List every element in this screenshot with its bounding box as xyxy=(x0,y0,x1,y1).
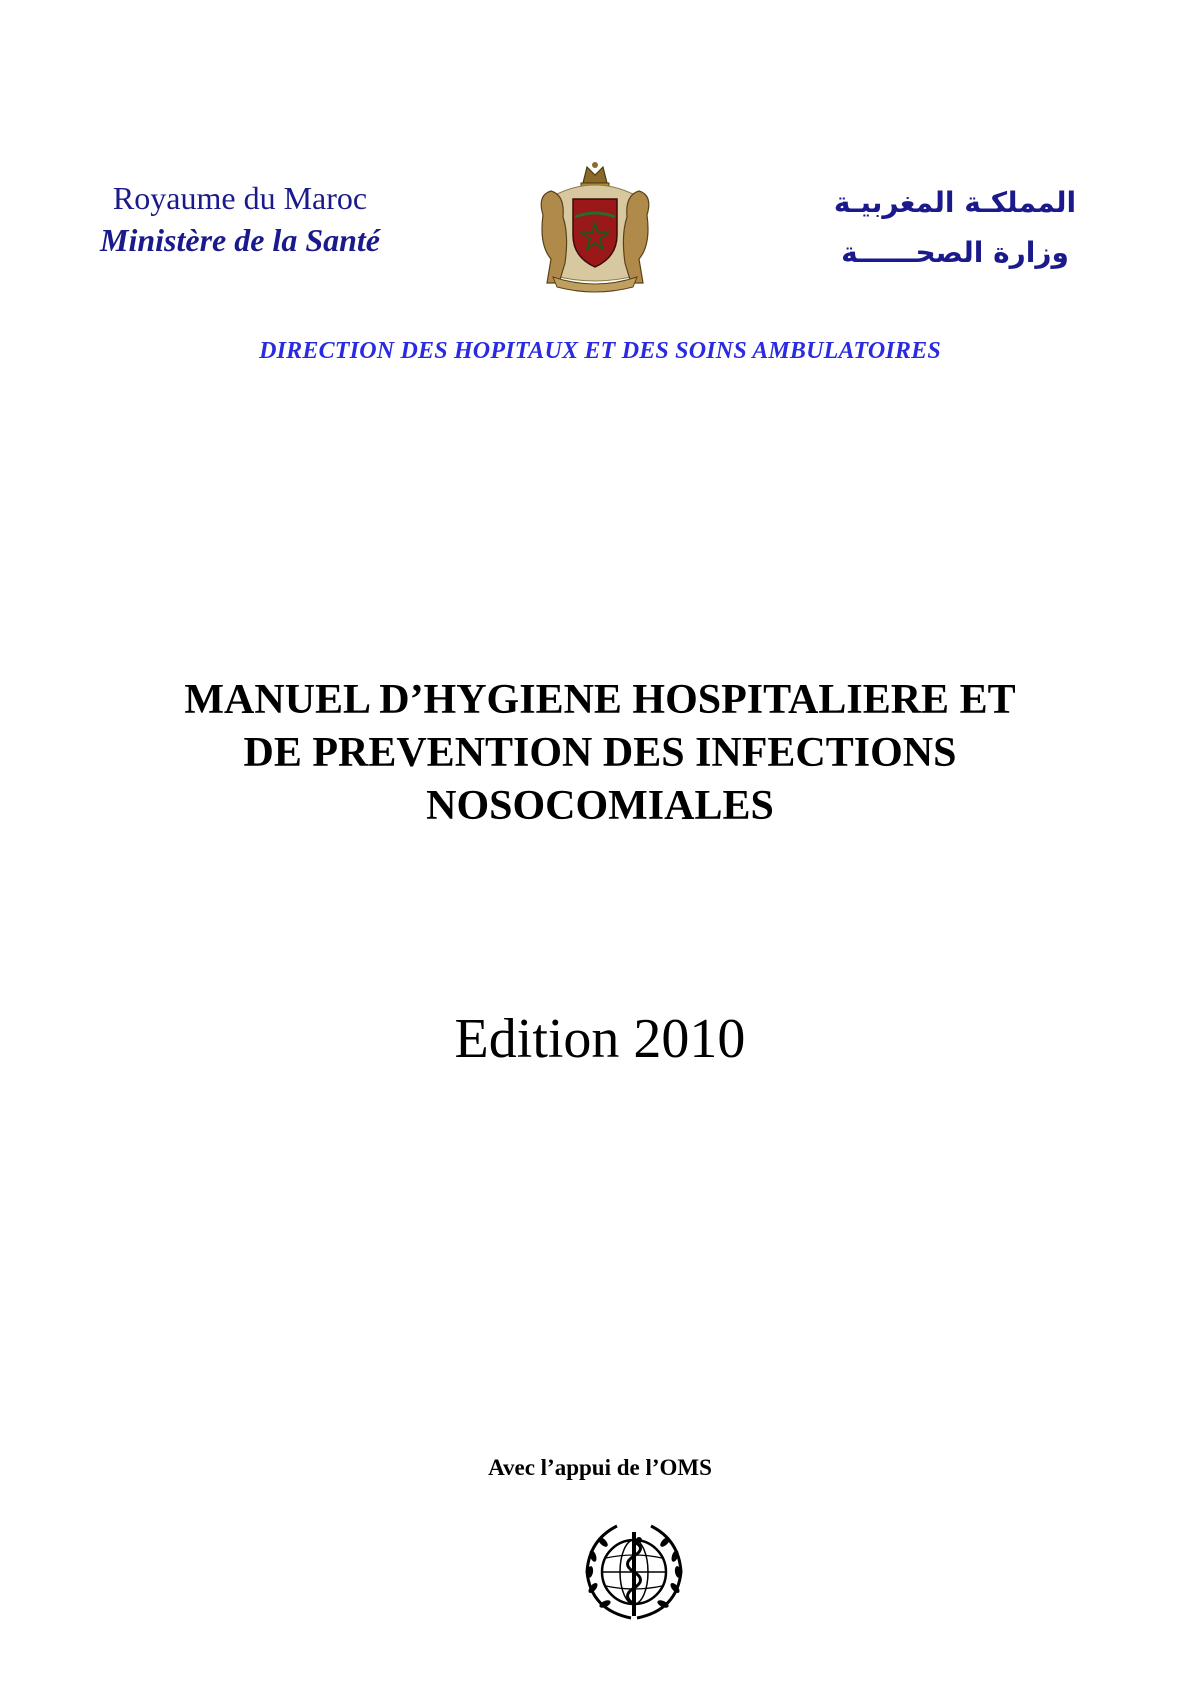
country-name-fr: Royaume du Maroc xyxy=(112,180,368,216)
support-credit: Avec l’appui de l’OMS xyxy=(488,1455,712,1480)
title-line-2: DE PREVENTION DES INFECTIONS xyxy=(243,730,957,776)
edition-label: Edition 2010 xyxy=(454,1008,746,1070)
coat-of-arms-icon xyxy=(525,155,665,295)
header-left-block xyxy=(70,178,410,262)
header-right-block xyxy=(790,178,1120,278)
ministry-name-ar: وزارة الصحــــــة xyxy=(841,236,1069,269)
title-line-3: NOSOCOMIALES xyxy=(426,783,774,829)
who-emblem-icon xyxy=(579,1518,689,1626)
ministry-name-fr: Ministère de la Santé xyxy=(99,222,380,258)
directorate-heading: DIRECTION DES HOPITAUX ET DES SOINS AMBULATOIRES xyxy=(259,338,941,364)
country-name-ar: المملكـة المغربيـة xyxy=(833,186,1077,219)
document-title xyxy=(100,674,1100,833)
title-line-1: MANUEL D’HYGIENE HOSPITALIERE ET xyxy=(184,677,1016,723)
